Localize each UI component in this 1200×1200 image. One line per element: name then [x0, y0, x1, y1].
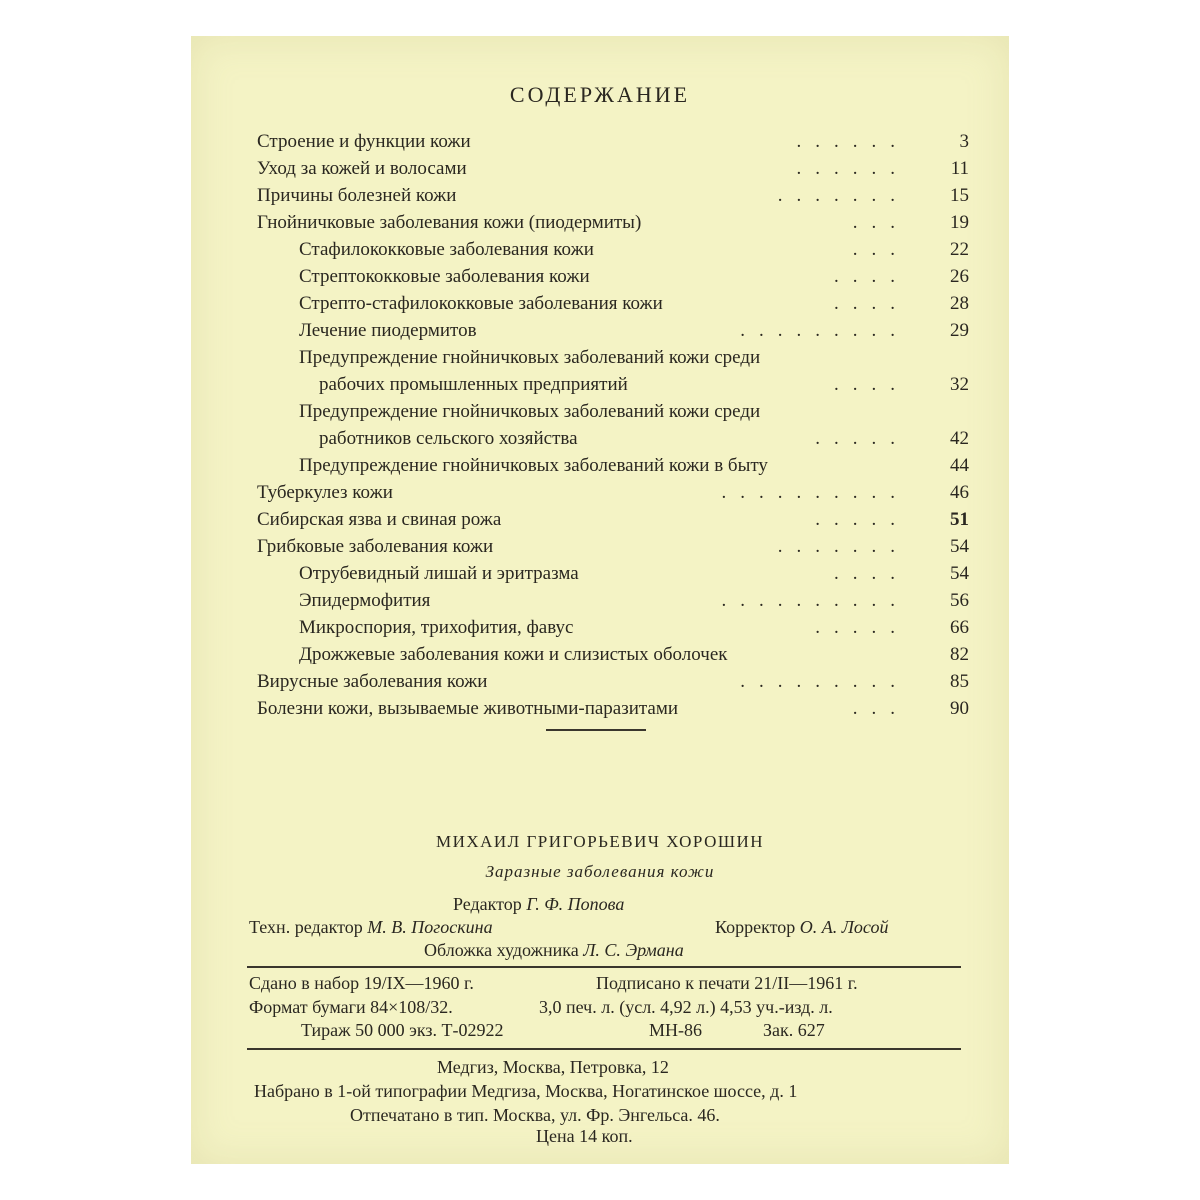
toc-entry-title: работников сельского хозяйства: [319, 428, 578, 449]
toc-entry-page: 15: [950, 185, 969, 206]
toc-entry: [257, 589, 969, 613]
toc-entry-page: 42: [950, 428, 969, 449]
tech-editor-line: [249, 917, 493, 938]
corrector-label: Корректор: [715, 917, 796, 937]
toc-entry-page: 28: [950, 293, 969, 314]
toc-heading: СОДЕРЖАНИЕ: [509, 82, 691, 107]
toc-entry-page: 46: [950, 482, 969, 503]
imprint-rule-bottom: [247, 1048, 961, 1050]
dot-leader: ....: [834, 563, 909, 584]
toc-entry: [257, 562, 969, 586]
toc-entry-page: 82: [950, 644, 969, 665]
toc-entry: [257, 346, 969, 370]
toc-entry-title: рабочих промышленных предприятий: [319, 374, 628, 395]
dot-leader: ...: [852, 698, 909, 719]
toc-entry: [257, 454, 969, 478]
toc-entry: [257, 616, 969, 640]
editor-label: Редактор: [453, 894, 522, 914]
toc-entry-title: Микроспория, трихофития, фавус: [299, 617, 574, 638]
toc-entry-page: 19: [950, 212, 969, 233]
toc-entry-page: 11: [950, 158, 969, 179]
toc-entry-page: 44: [950, 455, 969, 476]
dot-leader: .........: [740, 671, 909, 692]
toc-entry-page: 29: [950, 320, 969, 341]
toc-entry-title: Сибирская язва и свиная рожа: [257, 509, 502, 530]
price: Цена 14 коп.: [536, 1126, 633, 1146]
printed-place: Отпечатано в тип. Москва, ул. Фр. Энгельса. 46.: [350, 1105, 720, 1125]
typeset-date: Сдано в набор 19/IX—1960 г.: [249, 973, 474, 993]
book-title: Заразные заболевания кожи: [485, 862, 715, 881]
publisher-address: Медгиз, Москва, Петровка, 12: [437, 1057, 669, 1077]
dot-leader: ....: [834, 293, 909, 314]
toc-entry: [257, 427, 969, 451]
dot-leader: ....: [834, 266, 909, 287]
toc-entry-title: Отрубевидный лишай и эритразма: [299, 563, 579, 584]
toc-entry-title: Предупреждение гнойничковых заболеваний кожи в быту: [299, 455, 768, 476]
toc-entry-title: Гнойничковые заболевания кожи (пиодермиты): [257, 212, 642, 233]
toc-entry: [257, 211, 969, 235]
toc-entry: [257, 400, 969, 424]
toc-entry: [257, 670, 969, 694]
dot-leader: ....: [834, 374, 909, 395]
dot-leader: ...: [852, 239, 909, 260]
dot-leader: ..........: [721, 482, 909, 503]
toc-entry: [257, 373, 969, 397]
book-page: [191, 36, 1009, 1164]
cover-artist-line: [424, 940, 684, 961]
imprint-rule-top: [247, 966, 961, 968]
toc-entry-title: Вирусные заболевания кожи: [257, 671, 488, 692]
section-divider: [546, 729, 646, 731]
toc-entry: [257, 535, 969, 559]
print-sheets: 3,0 печ. л. (усл. 4,92 л.) 4,53 уч.-изд. л.: [539, 997, 833, 1017]
toc-entry: [257, 130, 969, 154]
dot-leader: .......: [777, 536, 909, 557]
cover-label: Обложка художника: [424, 940, 579, 960]
dot-leader: ......: [796, 131, 909, 152]
typeset-place: Набрано в 1-ой типографии Медгиза, Москва, Ногатинское шоссе, д. 1: [254, 1081, 798, 1101]
toc-entry-title: Стрепто-стафилококковые заболевания кожи: [299, 293, 663, 314]
toc-entry-title: Болезни кожи, вызываемые животными-паразитами: [257, 698, 679, 719]
publication-code: МН-86: [649, 1020, 702, 1040]
toc-entry-page: 56: [950, 590, 969, 611]
toc-entry: [257, 292, 969, 316]
dot-leader: .........: [740, 320, 909, 341]
dot-leader: ...: [852, 212, 909, 233]
toc-entry: [257, 643, 969, 667]
toc-entry-title: Туберкулез кожи: [257, 482, 393, 503]
toc-entry: [257, 508, 969, 532]
toc-entry-title: Стафилококковые заболевания кожи: [299, 239, 594, 260]
toc-entry-page: 26: [950, 266, 969, 287]
dot-leader: .....: [815, 617, 909, 638]
toc-entry: [257, 697, 969, 721]
toc-entry-title: Предупреждение гнойничковых заболеваний кожи среди: [299, 401, 761, 422]
toc-entry-page: 22: [950, 239, 969, 260]
dot-leader: .....: [815, 428, 909, 449]
corrector-name: О. А. Лосой: [799, 917, 889, 937]
toc-entry: [257, 481, 969, 505]
author-name: МИХАИЛ ГРИГОРЬЕВИЧ ХОРОШИН: [435, 832, 765, 851]
toc-entry-page: 32: [950, 374, 969, 395]
toc-entry: [257, 265, 969, 289]
cover-artist-name: Л. С. Эрмана: [583, 940, 684, 960]
toc-entry-page: 85: [950, 671, 969, 692]
tech-editor-label: Техн. редактор: [249, 917, 363, 937]
dot-leader: .....: [815, 509, 909, 530]
toc-entry-title: Уход за кожей и волосами: [257, 158, 467, 179]
editor-line: [453, 894, 624, 915]
toc-entry-page: 66: [950, 617, 969, 638]
toc-entry-page: 54: [950, 563, 969, 584]
toc-entry-title: Стрептококковые заболевания кожи: [299, 266, 590, 287]
toc-entry-page: 54: [950, 536, 969, 557]
toc-entry-title: Дрожжевые заболевания кожи и слизистых оболочек: [299, 644, 728, 665]
toc-entry-title: Лечение пиодермитов: [299, 320, 477, 341]
toc-entry-title: Причины болезней кожи: [257, 185, 457, 206]
toc-entry-title: Предупреждение гнойничковых заболеваний кожи среди: [299, 347, 761, 368]
toc-entry-page: 90: [950, 698, 969, 719]
tech-editor-name: М. В. Погоскина: [367, 917, 493, 937]
toc-entry-title: Строение и функции кожи: [257, 131, 471, 152]
print-run: Тираж 50 000 экз. Т-02922: [301, 1020, 504, 1040]
corrector-line: [715, 917, 888, 938]
dot-leader: ......: [796, 158, 909, 179]
toc-entry: [257, 319, 969, 343]
toc-entry: [257, 157, 969, 181]
toc-entry-title: Эпидермофития: [299, 590, 431, 611]
toc-entry: [257, 238, 969, 262]
editor-name: Г. Ф. Попова: [526, 894, 625, 914]
signed-date: Подписано к печати 21/II—1961 г.: [596, 973, 858, 993]
toc-entry-page: 51: [950, 509, 969, 530]
dot-leader: ..........: [721, 590, 909, 611]
toc-entry-title: Грибковые заболевания кожи: [257, 536, 494, 557]
toc-entry: [257, 184, 969, 208]
dot-leader: .......: [777, 185, 909, 206]
paper-format: Формат бумаги 84×108/32.: [249, 997, 453, 1017]
toc-entry-page: 3: [959, 131, 969, 152]
order-number: Зак. 627: [763, 1020, 825, 1040]
